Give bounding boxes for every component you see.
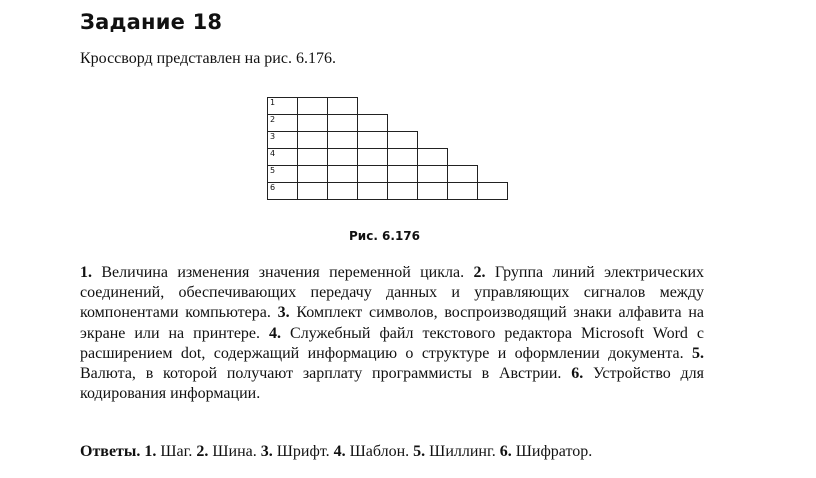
crossword-cell[interactable] <box>388 149 418 166</box>
crossword-empty-cell <box>448 132 478 149</box>
crossword-row <box>268 149 508 166</box>
crossword-cell[interactable] <box>298 115 328 132</box>
crossword-cell[interactable] <box>358 132 388 149</box>
crossword-cell[interactable] <box>328 166 358 183</box>
crossword-empty-cell <box>418 98 448 115</box>
crossword-empty-cell <box>478 149 508 166</box>
crossword-row <box>268 183 508 200</box>
crossword-empty-cell <box>478 166 508 183</box>
clue-number: 2. <box>473 264 486 281</box>
crossword-cell[interactable] <box>328 98 358 115</box>
crossword-number: 4 <box>270 149 276 158</box>
crossword-number: 5 <box>270 166 276 175</box>
crossword-cell[interactable] <box>298 132 328 149</box>
crossword-cell[interactable] <box>418 183 448 200</box>
clue-text: Величина изменения значения переменной цикла. <box>101 264 465 281</box>
answer-text: Шрифт. <box>276 443 330 460</box>
answers-line <box>80 443 720 461</box>
crossword-cell[interactable] <box>268 166 298 183</box>
intro-text: Кроссворд представлен на рис. 6.176. <box>80 50 336 67</box>
clue-text: Комплект символов, воспроизводящий знаки алфавита на экране или на принтере. <box>80 304 704 342</box>
crossword-number: 1 <box>270 98 276 107</box>
crossword-number: 6 <box>270 183 276 192</box>
crossword-cell[interactable] <box>358 166 388 183</box>
clue-text: Устройство для кодирования информации. <box>80 365 705 403</box>
crossword-cell[interactable] <box>358 149 388 166</box>
answer-text: Шифратор. <box>515 443 593 460</box>
crossword-cell[interactable] <box>268 149 298 166</box>
answer-text: Шаг. <box>160 443 193 460</box>
page-title: Задание 18 <box>80 10 223 34</box>
crossword-empty-cell <box>448 115 478 132</box>
crossword-empty-cell <box>478 132 508 149</box>
crossword-cell[interactable] <box>358 115 388 132</box>
answer-text: Шаблон. <box>349 443 410 460</box>
crossword-cell[interactable] <box>298 166 328 183</box>
crossword-row <box>268 98 508 115</box>
crossword-cell[interactable] <box>418 149 448 166</box>
clue-text: Группа линий электрических соединений, обеспечивающих передачу данных и управляющих сигналов между компонентами компьютера. <box>80 264 705 322</box>
crossword-empty-cell <box>358 98 388 115</box>
crossword-cell[interactable] <box>268 132 298 149</box>
crossword-empty-cell <box>478 98 508 115</box>
crossword-cell[interactable] <box>328 149 358 166</box>
crossword-number: 3 <box>270 132 276 141</box>
clue-number: 4. <box>269 324 282 342</box>
figure-caption: Рис. 6.176 <box>349 229 421 243</box>
crossword-cell[interactable] <box>478 183 508 200</box>
crossword-empty-cell <box>418 115 448 132</box>
crossword-cell[interactable] <box>268 115 298 132</box>
crossword-empty-cell <box>388 98 418 115</box>
crossword-cell[interactable] <box>268 98 298 115</box>
crossword-empty-cell <box>448 149 478 166</box>
crossword-cell[interactable] <box>298 183 328 200</box>
crossword-cell[interactable] <box>418 166 448 183</box>
crossword-cell[interactable] <box>358 183 388 200</box>
clue-number: 6. <box>571 365 584 383</box>
crossword-empty-cell <box>448 98 478 115</box>
answer-number: 5. <box>413 443 426 460</box>
crossword-empty-cell <box>388 115 418 132</box>
crossword-cell[interactable] <box>388 132 418 149</box>
crossword-row <box>268 132 508 149</box>
crossword-cell[interactable] <box>388 166 418 183</box>
crossword-row <box>268 115 508 132</box>
crossword-cell[interactable] <box>268 183 298 200</box>
answers-label: Ответы. <box>80 443 141 460</box>
crossword-cell[interactable] <box>298 98 328 115</box>
answer-number: 6. <box>499 443 512 460</box>
answer-number: 4. <box>333 443 346 460</box>
crossword-cell[interactable] <box>298 149 328 166</box>
crossword-number: 2 <box>270 115 276 124</box>
crossword-cell[interactable] <box>448 166 478 183</box>
crossword-empty-cell <box>418 132 448 149</box>
crossword-cell[interactable] <box>328 183 358 200</box>
crossword-cell[interactable] <box>328 115 358 132</box>
crossword-cell[interactable] <box>388 183 418 200</box>
clue-text: Служебный файл текстового редактора Microsoft Word с расширением dot, содержащий информацию о структуре и оформлении документа. <box>80 324 705 362</box>
crossword-row <box>268 166 508 183</box>
crossword-cell[interactable] <box>448 183 478 200</box>
answer-number: 3. <box>260 443 273 460</box>
crossword-grid <box>267 97 508 200</box>
clue-number: 5. <box>692 344 705 362</box>
clue-number: 3. <box>277 304 290 322</box>
crossword-cell[interactable] <box>328 132 358 149</box>
crossword-empty-cell <box>478 115 508 132</box>
answer-text: Шина. <box>212 443 257 460</box>
clues-paragraph <box>80 263 704 404</box>
answer-number: 1. <box>144 443 157 460</box>
clue-number: 1. <box>80 264 92 281</box>
answer-text: Шиллинг. <box>429 443 496 460</box>
clue-text: Валюта, в которой получают зарплату программисты в Австрии. <box>80 365 562 383</box>
answer-number: 2. <box>196 443 209 460</box>
